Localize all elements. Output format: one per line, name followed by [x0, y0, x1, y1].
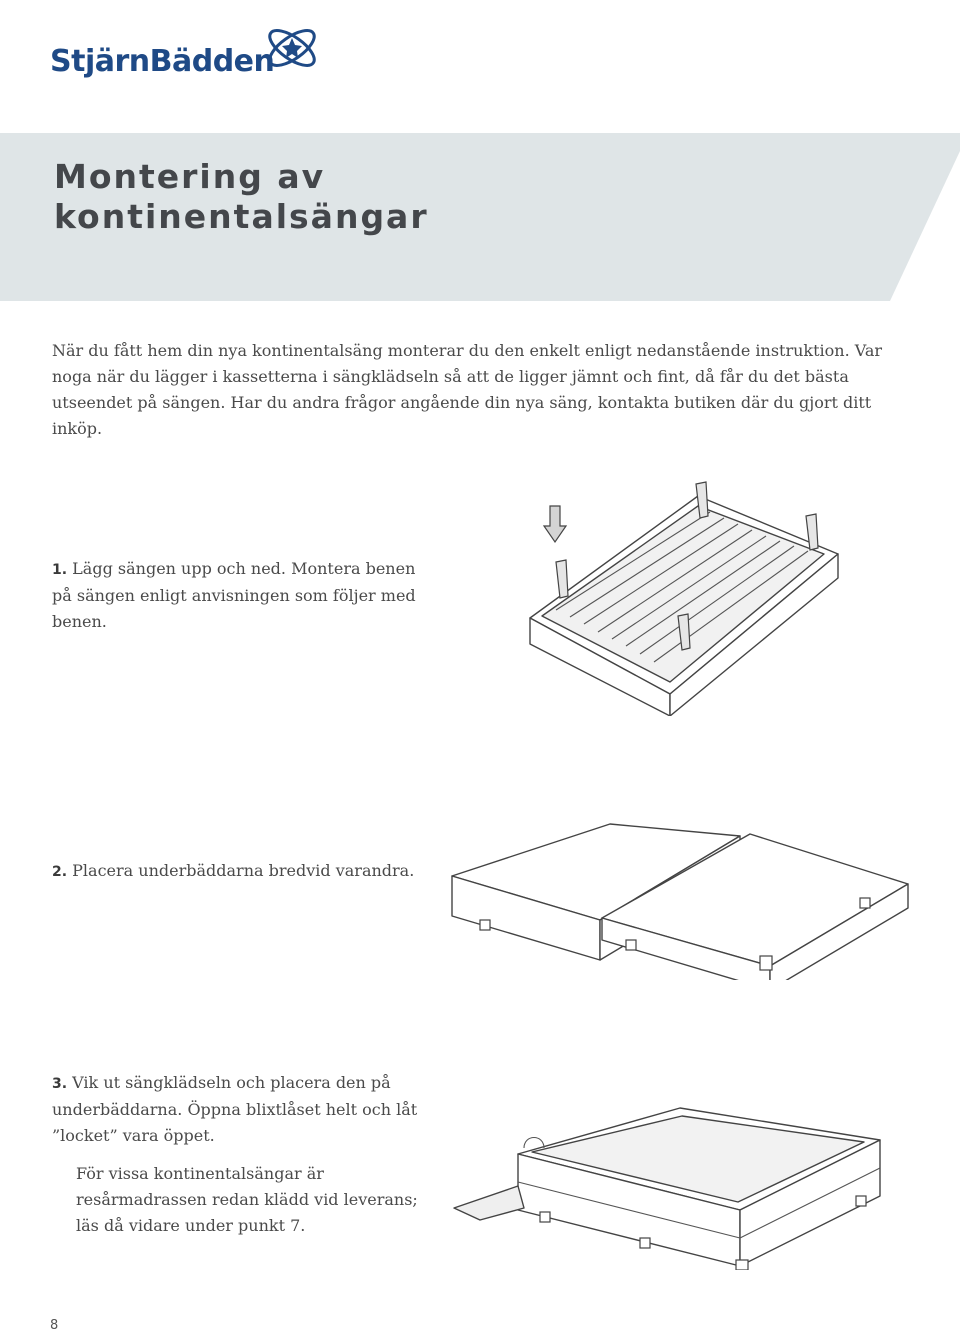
step-2: [52, 858, 432, 885]
page-title-line-2: kontinentalsängar: [54, 197, 429, 236]
title-band: [0, 133, 960, 301]
step-3-note: För vissa kontinentalsängar är resårmadrassen redan klädd vid leverans; läs då vidare under punkt 7.: [76, 1164, 418, 1235]
step-2-number: 2.: [52, 864, 68, 880]
page-number: 8: [50, 1318, 59, 1333]
step-3: [52, 1070, 432, 1239]
logo-text: StjärnBädden: [50, 44, 275, 79]
two-base-beds-illustration: [440, 820, 910, 980]
step-1-text: Lägg sängen upp och ned. Montera benen på sängen enligt anvisningen som följer med benen.: [52, 559, 416, 631]
step-3-number: 3.: [52, 1076, 68, 1092]
brand-logo: [50, 18, 320, 88]
step-2-text: Placera underbäddarna bredvid varandra.: [72, 861, 415, 880]
step-1: [52, 556, 432, 635]
page-title: [54, 157, 429, 237]
step-3-text: Vik ut sängklädseln och placera den på underbäddarna. Öppna blixtlåset helt och låt ”locket” vara öppet.: [52, 1073, 418, 1145]
intro-paragraph: När du fått hem din nya kontinentalsäng monterar du den enkelt enligt nedanstående instruktion. Var noga när du lägger i kassetterna i sängklädseln så att de ligger jämnt och fint, då får du det bästa utseendet på sängen. Har du andra frågor angående din nya säng, kontakta butiken där du gjort ditt inköp.: [52, 341, 883, 438]
page-title-line-1: Montering av: [54, 157, 326, 196]
bed-cover-on-bases-illustration: [440, 1100, 910, 1270]
step-1-number: 1.: [52, 562, 68, 578]
star-orbit-icon: [262, 18, 326, 82]
page-curl-decoration: [880, 133, 960, 301]
bed-frame-upside-down-illustration: [520, 476, 840, 716]
